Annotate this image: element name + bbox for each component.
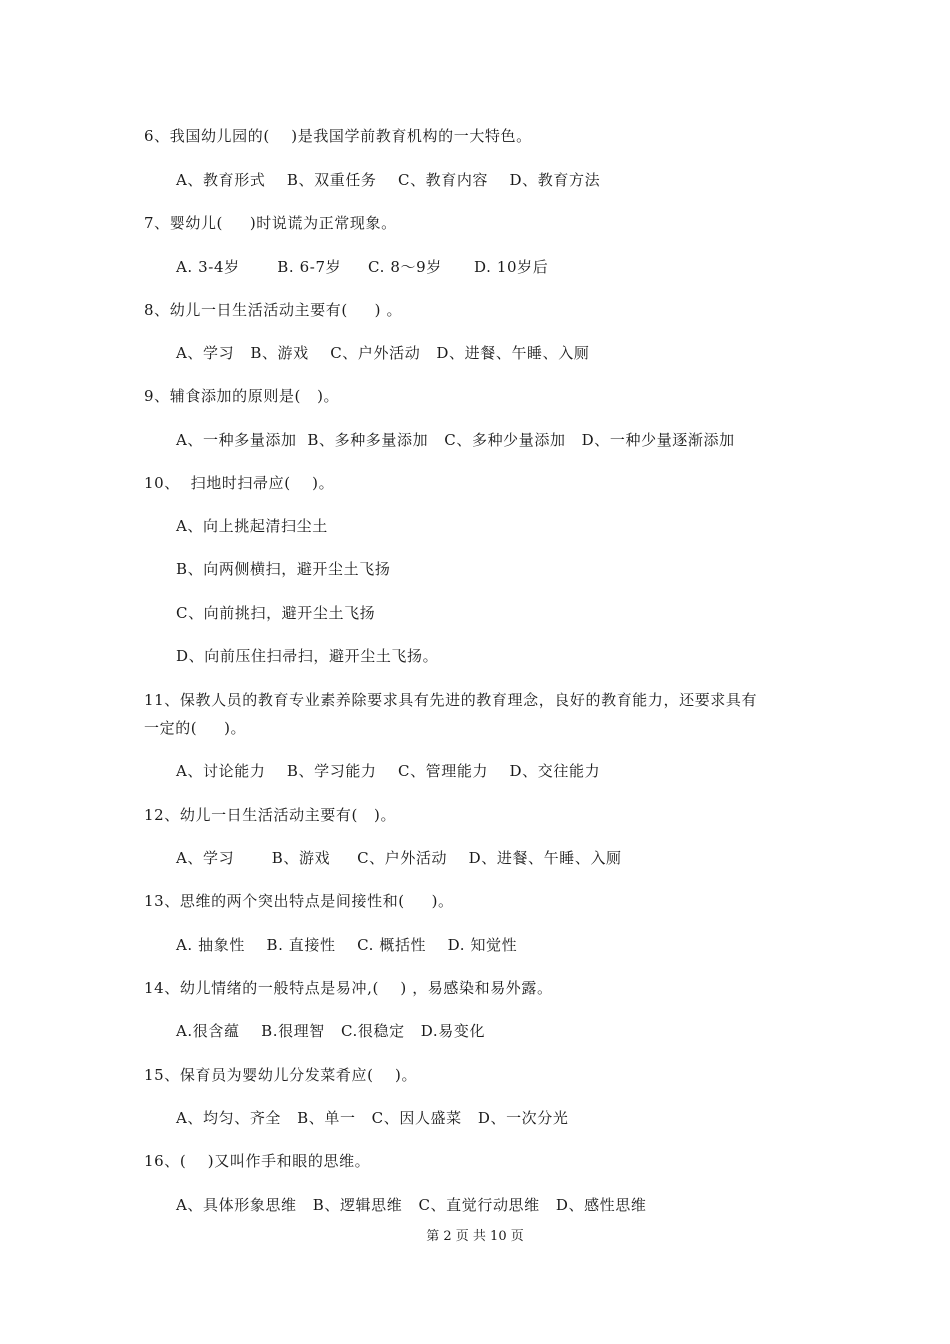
- question-9-options: A、一种多量添加 B、多种多量添加 C、多种少量添加 D、一种少量逐渐添加: [176, 431, 735, 449]
- question-11-stem: 11、保教人员的教育专业素养除要求具有先进的教育理念，良好的教育能力，还要求具有: [144, 691, 758, 709]
- question-15-options: A、均匀、齐全 B、单一 C、因人盛菜 D、一次分光: [176, 1109, 569, 1127]
- question-6-options: A、教育形式 B、双重任务 C、教育内容 D、教育方法: [176, 171, 601, 189]
- question-8-options: A、学习 B、游戏 C、户外活动 D、进餐、午睡、入厕: [176, 344, 590, 362]
- question-10-option-a: A、向上挑起清扫尘土: [176, 517, 328, 535]
- question-12-options: A、学习 B、游戏 C、户外活动 D、进餐、午睡、入厕: [176, 849, 622, 867]
- question-9-stem: 9、辅食添加的原则是( )。: [144, 387, 340, 405]
- question-10-stem: 10、 扫地时扫帚应( )。: [144, 474, 335, 492]
- question-8-stem: 8、幼儿一日生活活动主要有( ) 。: [144, 301, 403, 319]
- question-16-options: A、具体形象思维 B、逻辑思维 C、直觉行动思维 D、感性思维: [176, 1196, 647, 1214]
- question-11-stem-continued: 一定的( )。: [144, 719, 247, 737]
- question-11-options: A、讨论能力 B、学习能力 C、管理能力 D、交往能力: [176, 762, 601, 780]
- question-14-options: A.很含蕴 B.很理智 C.很稳定 D.易变化: [176, 1022, 486, 1040]
- question-14-stem: 14、幼儿情绪的一般特点是易冲,( ) ，易感染和易外露。: [144, 979, 553, 997]
- question-13-stem: 13、思维的两个突出特点是间接性和( )。: [144, 892, 454, 910]
- question-12-stem: 12、幼儿一日生活活动主要有( )。: [144, 806, 397, 824]
- question-13-options: A. 抽象性 B. 直接性 C. 概括性 D. 知觉性: [176, 936, 518, 954]
- page-number-footer: 第 2 页 共 10 页: [426, 1229, 524, 1244]
- question-16-stem: 16、( )又叫作手和眼的思维。: [144, 1152, 371, 1170]
- question-15-stem: 15、保育员为婴幼儿分发菜肴应( )。: [144, 1066, 418, 1084]
- question-10-option-c: C、向前挑扫，避开尘土飞扬: [176, 604, 376, 622]
- question-7-stem: 7、婴幼儿( )时说谎为正常现象。: [144, 214, 397, 232]
- question-10-option-b: B、向两侧横扫，避开尘土飞扬: [176, 560, 391, 578]
- question-10-option-d: D、向前压住扫帚扫，避开尘土飞扬。: [176, 647, 439, 665]
- question-6-stem: 6、我国幼儿园的( )是我国学前教育机构的一大特色。: [144, 127, 532, 145]
- question-7-options: A. 3-4岁 B. 6-7岁 C. 8～9岁 D. 10岁后: [176, 258, 549, 276]
